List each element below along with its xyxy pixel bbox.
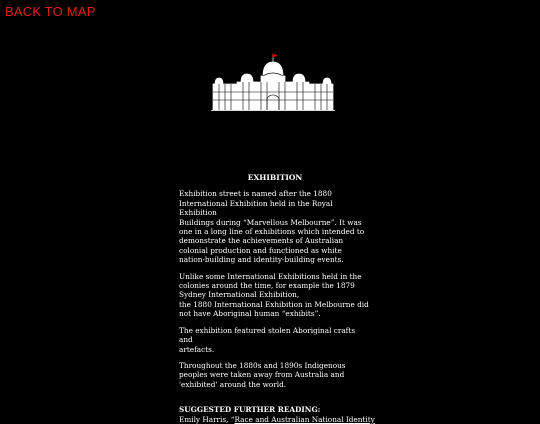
article-paragraph-3: The exhibition featured stolen Aboriginal crafts and artefacts. [179,325,356,354]
article-heading: EXHIBITION [247,173,303,182]
article-paragraph-4: Throughout the 1880s and 1890s Indigenous peoples were taken away from Australia and 'exhibited' around the world. [179,360,346,389]
reading-link[interactable]: Race and Australian National Identity [234,414,375,424]
article-paragraph-1: Exhibition street is named after the 1880 International Exhibition held in the Royal Exhibition Buildings during “Marvellous Melbourne”. It was one in a long line of exhibitions which intended to demonstrate the achievements of Australian colonial production and functioned as white nation-building and identity-building events. [179,189,365,265]
back-to-map-link[interactable]: BACK TO MAP [5,4,96,19]
further-reading-heading: SUGGESTED FURTHER READING: [179,405,321,415]
reading-author: Emily Harris, “ [179,414,235,424]
article [179,173,375,424]
further-reading-entry [179,414,375,424]
royal-exhibition-building-icon [211,52,335,114]
article-paragraph-2: Unlike some International Exhibitions held in the colonies around the time, for example the 1879 Sydney International Exhibition, the 1880 International Exhibition in Melbourne did not have Aboriginal human “exhibits”. [179,271,369,319]
